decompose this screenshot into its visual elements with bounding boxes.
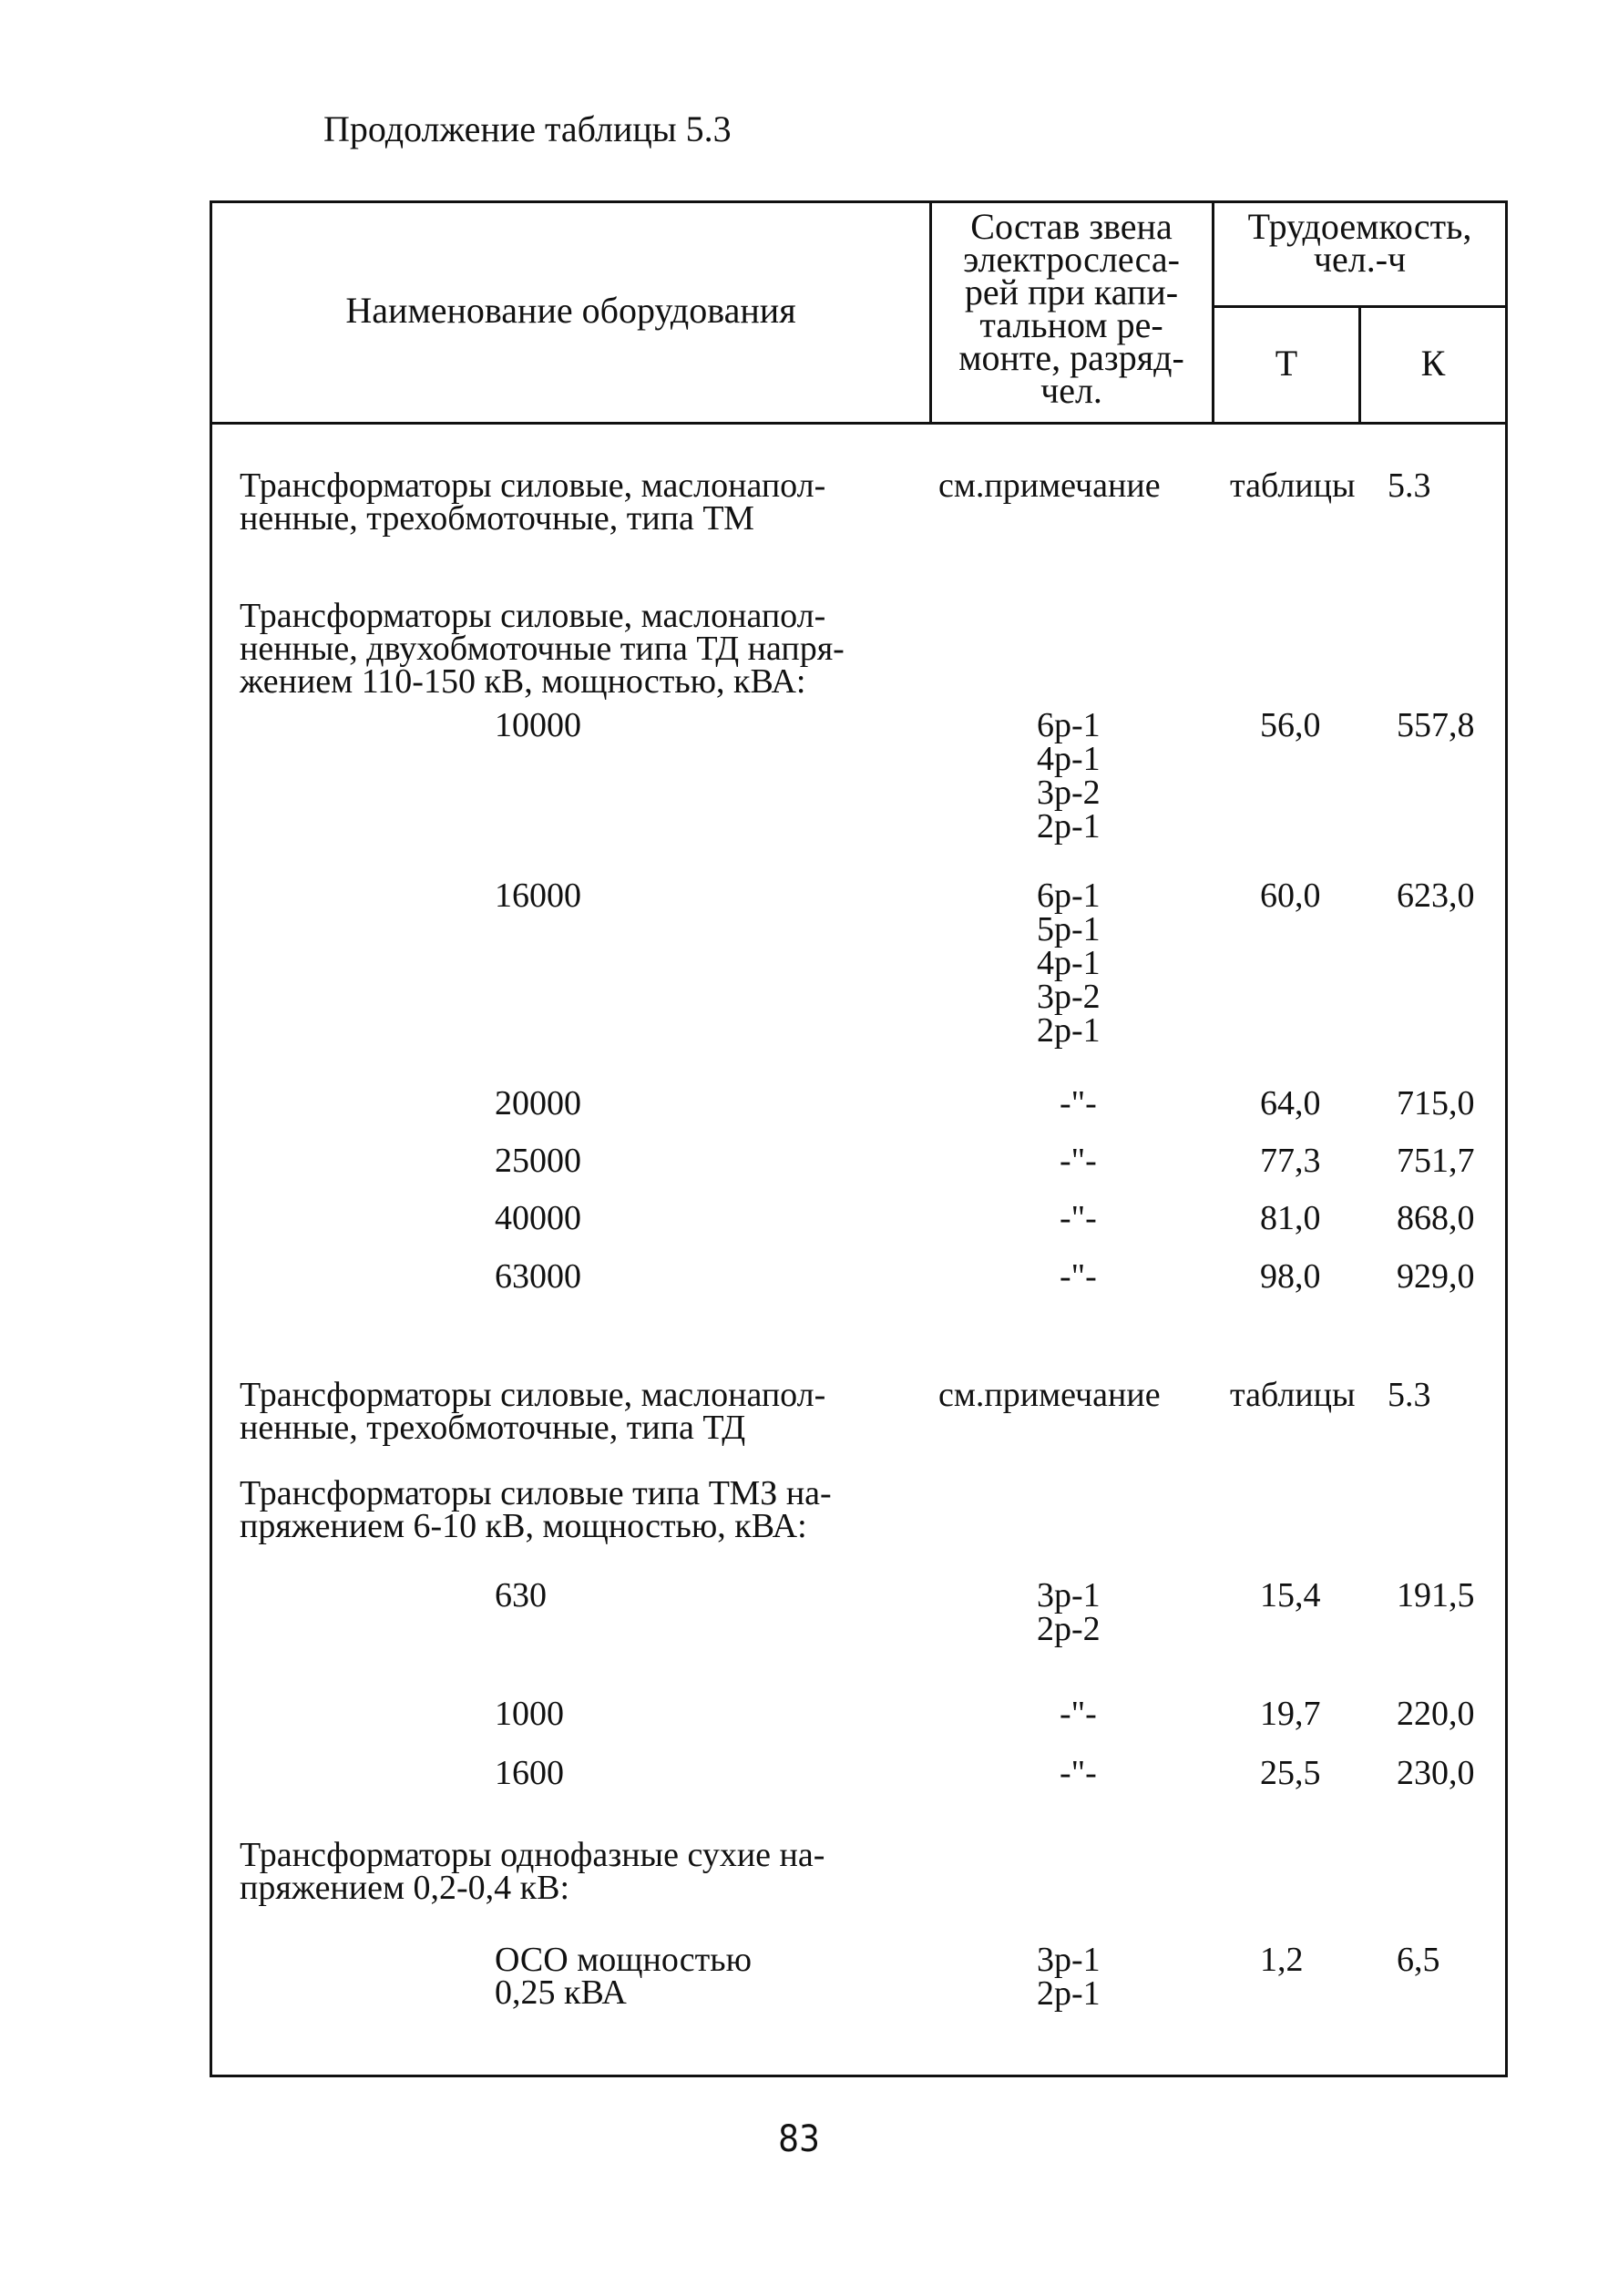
row-crew: -"- xyxy=(1060,1199,1097,1237)
row-t: 1,2 xyxy=(1260,1941,1304,1979)
row-name: 25000 xyxy=(495,1142,581,1180)
header-name: Наименование оборудования xyxy=(345,290,796,331)
row-crew: -"- xyxy=(1060,1754,1097,1792)
row-t: 15,4 xyxy=(1260,1576,1321,1614)
row-k: 623,0 xyxy=(1397,876,1475,915)
row-crew-line: 6р-1 xyxy=(1037,706,1101,744)
row-crew: -"- xyxy=(1060,1084,1097,1122)
row-crew-line: 3р-1 xyxy=(1037,1576,1101,1614)
row-k: 5.3 xyxy=(1388,1376,1431,1414)
row-k: 6,5 xyxy=(1397,1941,1440,1979)
row-name: 630 xyxy=(495,1576,547,1614)
row-k: 715,0 xyxy=(1397,1084,1475,1122)
header-crew: Состав звена электрослеса-рей при капи-тальном ре-монте, разряд-чел. xyxy=(958,206,1184,411)
row-group-name: Трансформаторы силовые, маслонапол-ненные, трехобмоточные, типа ТД xyxy=(240,1376,826,1447)
row-crew: -"- xyxy=(1060,1695,1097,1733)
row-name: 20000 xyxy=(495,1084,581,1122)
row-crew-line: 2р-1 xyxy=(1037,807,1101,846)
row-k: 751,7 xyxy=(1397,1142,1475,1180)
row-k: 5.3 xyxy=(1388,466,1431,505)
row-k: 929,0 xyxy=(1397,1257,1475,1296)
row-name: 1000 xyxy=(495,1695,564,1733)
row-crew-line: 2р-2 xyxy=(1037,1610,1101,1648)
row-group-name: Трансформаторы силовые типа ТМЗ на-пряжением 6-10 кВ, мощностью, кВА: xyxy=(240,1474,832,1545)
header-labor: Трудоемкость, чел.-ч xyxy=(1247,206,1472,280)
row-k: 230,0 xyxy=(1397,1754,1475,1792)
row-k: 557,8 xyxy=(1397,706,1475,744)
row-name: ОСО мощностью 0,25 кВА xyxy=(495,1941,752,2012)
row-t: 98,0 xyxy=(1260,1257,1321,1296)
row-t: 81,0 xyxy=(1260,1199,1321,1237)
row-crew-line: 5р-1 xyxy=(1037,910,1101,948)
header-bottom-rule xyxy=(212,422,1505,425)
row-t: таблицы xyxy=(1230,1376,1356,1414)
col-divider-name xyxy=(929,203,932,425)
row-t: 60,0 xyxy=(1260,876,1321,915)
row-k: 868,0 xyxy=(1397,1199,1475,1237)
row-group-name: Трансформаторы силовые, маслонапол-ненные, трехобмоточные, типа ТМ xyxy=(240,466,826,538)
row-crew: -"- xyxy=(1060,1257,1097,1296)
row-crew-line: 3р-1 xyxy=(1037,1941,1101,1979)
row-crew-line: 3р-2 xyxy=(1037,774,1101,812)
row-k: 191,5 xyxy=(1397,1576,1475,1614)
row-t: 64,0 xyxy=(1260,1084,1321,1122)
header-k: К xyxy=(1420,343,1446,384)
row-name: 40000 xyxy=(495,1199,581,1237)
row-group-name: Трансформаторы однофазные сухие на-пряжением 0,2-0,4 кВ: xyxy=(240,1836,825,1907)
table-caption: Продолжение таблицы 5.3 xyxy=(323,108,732,149)
row-crew: см.примечание xyxy=(938,1376,1161,1414)
row-t: 56,0 xyxy=(1260,706,1321,744)
row-name: 63000 xyxy=(495,1257,581,1296)
row-crew: -"- xyxy=(1060,1142,1097,1180)
row-t: 19,7 xyxy=(1260,1695,1321,1733)
row-name: 1600 xyxy=(495,1754,564,1792)
page-number: 83 xyxy=(778,2118,820,2160)
row-name: 10000 xyxy=(495,706,581,744)
row-t: 77,3 xyxy=(1260,1142,1321,1180)
row-crew-line: 4р-1 xyxy=(1037,740,1101,778)
row-name: 16000 xyxy=(495,876,581,915)
row-t: таблицы xyxy=(1230,466,1356,505)
equipment-table xyxy=(210,200,1508,2077)
row-crew-line: 2р-1 xyxy=(1037,1974,1101,2013)
row-crew-line: 6р-1 xyxy=(1037,876,1101,915)
row-crew-line: 4р-1 xyxy=(1037,944,1101,982)
row-crew-line: 2р-1 xyxy=(1037,1011,1101,1050)
row-k: 220,0 xyxy=(1397,1695,1475,1733)
header-t: Т xyxy=(1275,343,1298,384)
row-crew: см.примечание xyxy=(938,466,1161,505)
row-crew-line: 3р-2 xyxy=(1037,978,1101,1016)
row-t: 25,5 xyxy=(1260,1754,1321,1792)
row-group-name: Трансформаторы силовые, маслонапол-ненные, двухобмоточные типа ТД напря-жением 110-150 кВ, мощностью, кВА: xyxy=(240,597,845,701)
